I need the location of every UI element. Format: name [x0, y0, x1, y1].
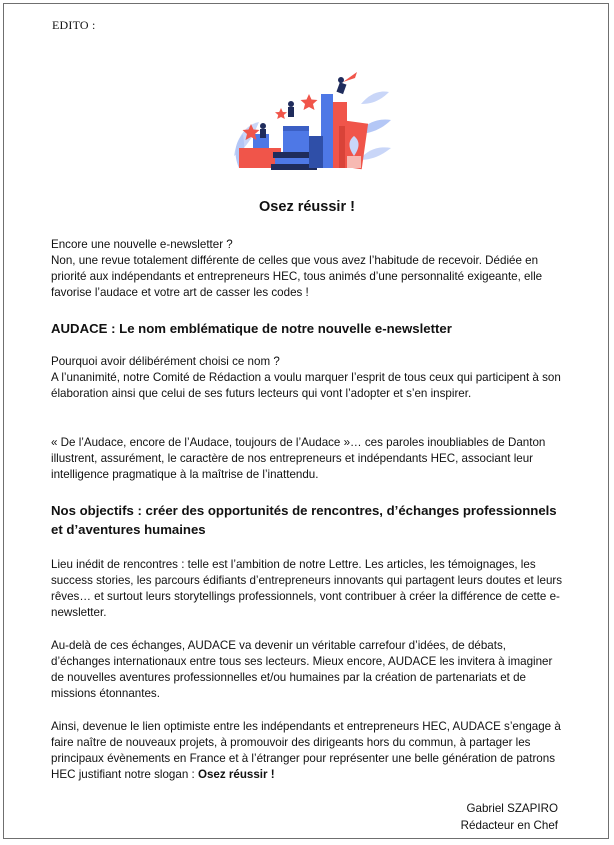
section-heading-objectifs: Nos objectifs : créer des opportunités de rencontres, d’échanges professionnels et d’aventures humaines — [51, 503, 557, 537]
section1-question: Pourquoi avoir délibérément choisi ce nom ? — [51, 355, 280, 368]
section1-paragraph-1 — [51, 354, 567, 402]
success-illustration — [229, 64, 394, 176]
signature-name: Gabriel SZAPIRO — [466, 802, 558, 815]
slogan: Osez réussir ! — [197, 768, 275, 781]
intro-text: Non, une revue totalement différente de celles que vous avez l’habitude de recevoir. Dédiée en priorité aux indépendants et entrepreneurs HEC, tous animés d’une personnalité exigeante, elle favorise l’audace et votre art de casser les codes ! — [51, 254, 543, 299]
section-heading-audace: AUDACE : Le nom emblématique de notre nouvelle e-newsletter — [51, 321, 452, 336]
document-page — [3, 3, 609, 839]
section2-paragraph-3 — [51, 719, 567, 783]
section2-text-3: Ainsi, devenue le lien optimiste entre les indépendants et entrepreneurs HEC, AUDACE s’engage à faire naître de nouveaux projets, à promouvoir des dirigeants hors du commun, à partager les principaux évènements en France et à l’étranger pour représenter une belle génération de patrons HEC justifiant notre slogan : — [51, 720, 561, 781]
section2-text-2: Au-delà de ces échanges, AUDACE va devenir un véritable carrefour d’idées, de débats, d’échanges internationaux entre tous ses lecteurs. Mieux encore, AUDACE les invitera à imaginer de nouvelles aventures professionnelles et/ou humaines par la création de partenariats et de missions étonnantes. — [51, 639, 553, 700]
page-title: Osez réussir ! — [259, 199, 355, 215]
intro-question: Encore une nouvelle e-newsletter ? — [51, 238, 233, 251]
signature-block — [461, 800, 558, 834]
section2-text-1: Lieu inédit de rencontres : telle est l’ambition de notre Lettre. Les articles, les témoignages, les success stories, les parcours édifiants d’entrepreneurs innovants qui partagent leurs doutes et leurs rêves… et surtout leurs storytellings professionnels, vont contribuer à créer la différence de cette e-newsletter. — [51, 558, 563, 619]
section2-paragraph-1 — [51, 557, 567, 621]
edito-label: EDITO : — [52, 18, 96, 32]
section1-paragraph-2 — [51, 435, 567, 483]
intro-paragraph — [51, 237, 567, 301]
section1-quote-text: « De l’Audace, encore de l’Audace, toujours de l’Audace »… ces paroles inoubliables de Danton illustrent, assurément, le caractère de nos entrepreneurs et indépendants HEC, associant leur intelligence pragmatique à la maîtrise de l’inattendu. — [51, 436, 546, 481]
signature-role: Rédacteur en Chef — [460, 819, 558, 832]
section2-paragraph-2 — [51, 638, 567, 702]
section1-text: A l’unanimité, notre Comité de Rédaction a voulu marquer l’esprit de tous ceux qui participent à son élaboration ainsi que celui de ses futurs lecteurs qui vont l’adopter et s’en inspirer. — [51, 371, 561, 400]
